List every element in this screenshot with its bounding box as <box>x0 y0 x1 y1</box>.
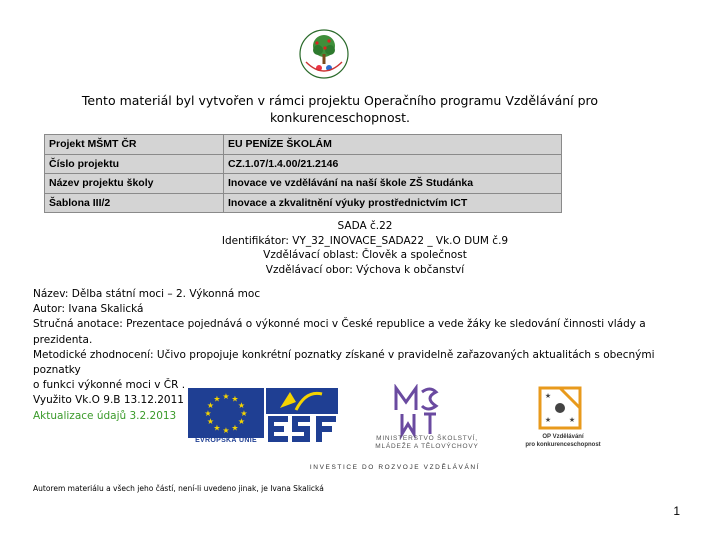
svg-text:★: ★ <box>544 416 552 424</box>
table-cell-label: Číslo projektu <box>45 154 224 174</box>
svg-text:★: ★ <box>231 394 239 404</box>
sada-area: Vzdělávací oblast: Člověk a společnost <box>263 249 467 261</box>
table-cell-label: Šablona III/2 <box>45 193 224 213</box>
eu-flag-icon <box>188 388 264 438</box>
msmt-logo-icon <box>362 384 492 450</box>
svg-text:★: ★ <box>213 423 221 433</box>
svg-text:★: ★ <box>231 423 239 433</box>
table-row <box>45 135 562 155</box>
svg-text:★: ★ <box>204 409 212 418</box>
svg-text:★: ★ <box>544 392 552 400</box>
table-cell-label: Projekt MŠMT ČR <box>45 135 224 155</box>
material-used: Využito Vk.O 9.B 13.12.2011 <box>33 394 184 407</box>
school-logo-icon <box>298 28 350 80</box>
material-name: Název: Dělba státní moci – 2. Výkonná moc <box>33 288 261 300</box>
table-cell-value: EU PENÍZE ŠKOLÁM <box>224 135 562 155</box>
table-cell-value: CZ.1.07/1.4.00/21.2146 <box>224 154 562 174</box>
page-number: 1 <box>673 504 680 518</box>
msmt-line1: MINISTERSTVO ŠKOLSTVÍ, <box>376 435 478 442</box>
svg-text:★: ★ <box>213 394 221 404</box>
material-method-line1: Metodické zhodnocení: Učivo propojuje konkrétní poznatky získané v pravidelně zařazovaných aktualitách s obecnými poznatky <box>33 348 655 377</box>
eu-stars-icon <box>188 388 264 438</box>
eu-label: EVROPSKÁ UNIE <box>195 437 257 444</box>
svg-text:★: ★ <box>237 417 246 426</box>
table-cell-label: Název projektu školy <box>45 174 224 194</box>
svg-text:★: ★ <box>237 401 246 410</box>
sada-identifier: Identifikátor: VY_32_INOVACE_SADA22 _ Vk.O DUM č.9 <box>221 234 509 247</box>
material-update: Aktualizace údajů 3.2.2013 <box>33 409 177 422</box>
esf-logo-icon <box>266 388 338 448</box>
svg-text:★: ★ <box>222 392 230 401</box>
investice-slogan: INVESTICE DO ROZVOJE VZDĚLÁVÁNÍ <box>309 464 481 471</box>
svg-text:★: ★ <box>206 417 215 426</box>
sada-block <box>200 219 530 277</box>
svg-text:★: ★ <box>568 416 576 424</box>
msmt-line2: MLÁDEŽE A TĚLOVÝCHOVY <box>375 443 479 450</box>
svg-text:★: ★ <box>206 401 215 410</box>
material-author: Autor: Ivana Skalická <box>33 303 144 316</box>
table-cell-value: Inovace a zkvalitnění výuky prostřednictvím ICT <box>224 193 562 213</box>
intro-text: Tento materiál byl vytvořen v rámci projektu Operačního programu Vzdělávání pro konkurenceschopnost. <box>81 93 599 125</box>
svg-text:★: ★ <box>240 409 248 418</box>
table-row <box>45 174 562 194</box>
table-row <box>45 154 562 174</box>
svg-text:★: ★ <box>222 426 230 435</box>
author-note: Autorem materiálu a všech jeho částí, není-li uvedeno jinak, je Ivana Skalická <box>33 484 324 493</box>
material-method-line2: o funkci výkonné moci v ČR . <box>33 379 186 392</box>
op-logo-icon <box>518 384 608 448</box>
op-line2: pro konkurenceschopnost <box>525 442 601 448</box>
table-row <box>45 193 562 213</box>
material-annotation: Stručná anotace: Prezentace pojednává o výkonné moci v České republice a vede žáky ke sledování činnosti vlády a prezidenta. <box>33 318 646 346</box>
sada-subject: Vzdělávací obor: Výchova k občanství <box>265 263 465 276</box>
op-line1: OP Vzdělávání <box>542 434 584 440</box>
project-table <box>44 134 562 213</box>
table-cell-value: Inovace ve vzdělávání na naší škole ZŠ Studánka <box>224 174 562 194</box>
sada-title: SADA č.22 <box>337 220 393 232</box>
